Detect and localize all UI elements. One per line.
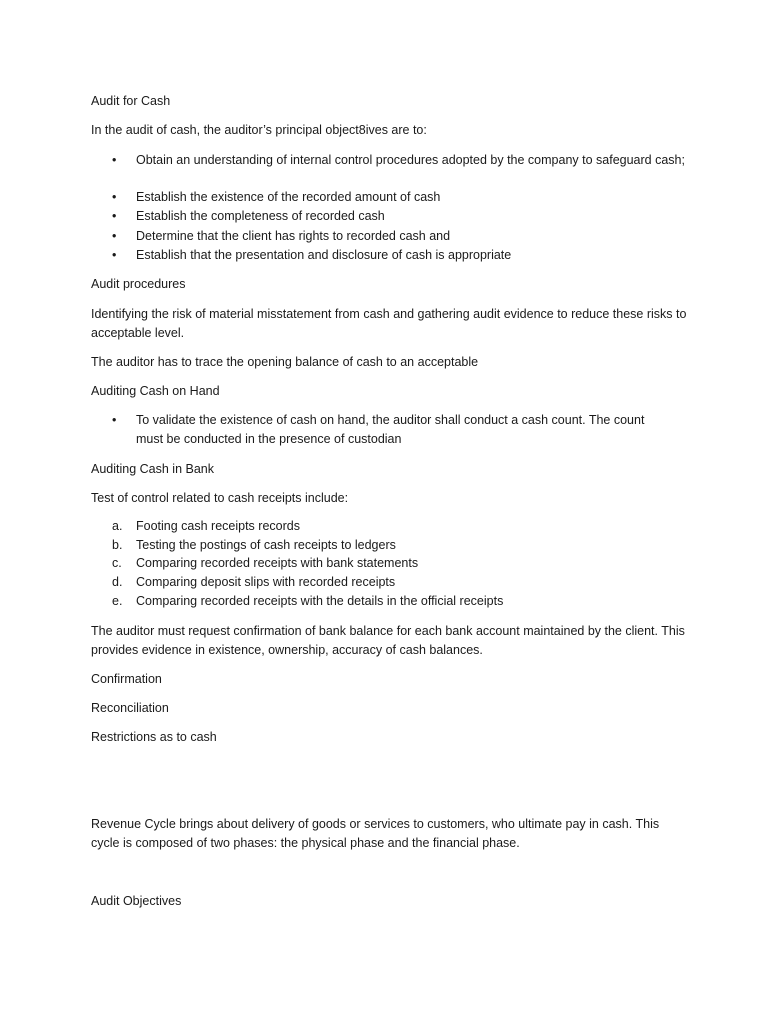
list-item-text: Determine that the client has rights to recorded cash and [136, 229, 451, 243]
list-item-text: Establish the completeness of recorded cash [136, 209, 385, 223]
intro-text: In the audit of cash, the auditor’s principal object8ives are to: [91, 123, 427, 137]
list-item-text: Footing cash receipts records [136, 519, 300, 533]
confirmation-paragraph: The auditor must request confirmation of bank balance for each bank account maintained by the client. This provides evidence in existence, ownership, accuracy of cash balances. [91, 624, 685, 657]
heading-audit-for-cash: Audit for Cash [91, 94, 171, 108]
list-item-label: c. [112, 556, 122, 570]
bullet-icon: • [112, 413, 117, 427]
bullet-icon: • [112, 190, 117, 204]
line-confirmation: Confirmation [91, 672, 162, 686]
heading-audit-procedures: Audit procedures [91, 277, 186, 291]
line-reconciliation: Reconciliation [91, 701, 169, 715]
list-item-label: d. [112, 575, 123, 589]
list-item-text: Establish the existence of the recorded amount of cash [136, 190, 441, 204]
procedures-paragraph: Identifying the risk of material misstatement from cash and gathering audit evidence to reduce these risks to acceptable level. [91, 307, 687, 340]
list-item-text: Comparing recorded receipts with the details in the official receipts [136, 594, 504, 608]
list-item-text: Testing the postings of cash receipts to ledgers [136, 538, 396, 552]
trace-paragraph: The auditor has to trace the opening balance of cash to an acceptable [91, 355, 479, 369]
heading-audit-objectives: Audit Objectives [91, 894, 182, 908]
bullet-icon: • [112, 153, 117, 167]
heading-cash-in-bank: Auditing Cash in Bank [91, 462, 214, 476]
bullet-icon: • [112, 248, 117, 262]
revenue-cycle-paragraph: Revenue Cycle brings about delivery of goods or services to customers, who ultimate pay in cash. This cycle is composed of two phases: the physical phase and the financial phase. [91, 817, 660, 850]
list-item-text: To validate the existence of cash on hand, the auditor shall conduct a cash count. The count must be conducted in the presence of custodian [136, 413, 645, 446]
bullet-icon: • [112, 229, 117, 243]
heading-cash-on-hand: Auditing Cash on Hand [91, 384, 220, 398]
list-item-label: b. [112, 538, 123, 552]
receipts-intro: Test of control related to cash receipts include: [91, 491, 349, 505]
list-item-text: Comparing recorded receipts with bank statements [136, 556, 419, 570]
list-item-text: Comparing deposit slips with recorded receipts [136, 575, 396, 589]
line-restrictions: Restrictions as to cash [91, 730, 217, 744]
list-item-label: a. [112, 519, 123, 533]
list-item-text: Obtain an understanding of internal control procedures adopted by the company to safeguard cash; [136, 153, 685, 167]
bullet-icon: • [112, 209, 117, 223]
list-item-text: Establish that the presentation and disclosure of cash is appropriate [136, 248, 512, 262]
list-item-label: e. [112, 594, 123, 608]
